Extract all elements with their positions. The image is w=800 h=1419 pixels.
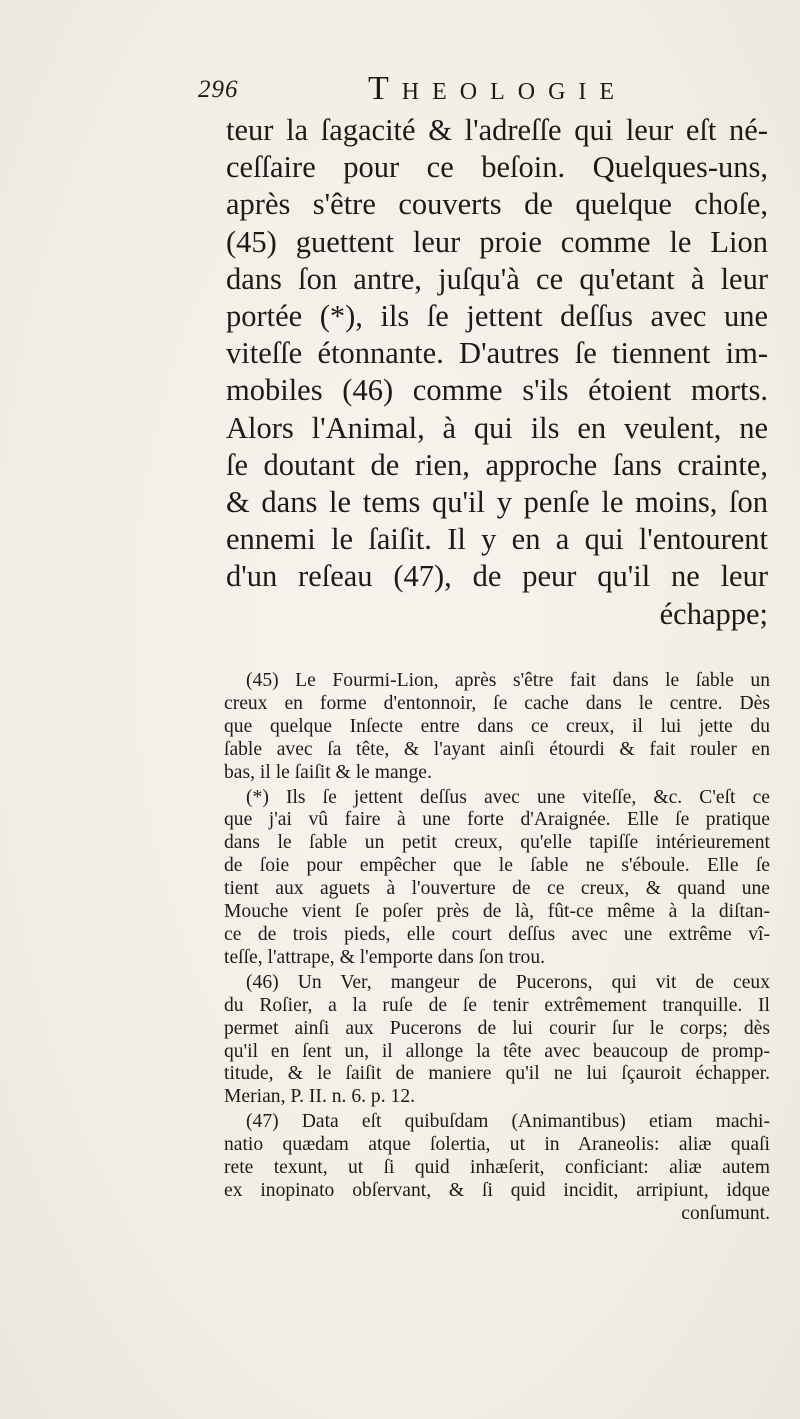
- main-text-line: mobiles (46) comme s'ils étoient morts.: [226, 373, 768, 408]
- page-number: 296: [198, 76, 239, 103]
- footnotes: [224, 670, 770, 1226]
- footnote-45: [224, 670, 770, 785]
- main-text-line: échappe;: [659, 596, 768, 631]
- main-text-line: viteſſe étonnante. D'autres ſe tiennent im-: [226, 336, 768, 371]
- main-text-line: ſe doutant de rien, approche ſans crainte,: [226, 447, 768, 482]
- main-text-line: ennemi le ſaiſit. Il y en a qui l'entourent: [226, 522, 768, 557]
- footnote-line: creux en forme d'entonnoir, ſe cache dans le centre. Dès: [224, 692, 770, 714]
- footnote-line: (*) Ils ſe jettent deſſus avec une viteſſe, &c. C'eſt ce: [246, 786, 770, 808]
- footnote-line: permet ainſi aux Pucerons de lui courir ſur le corps; dès: [224, 1017, 770, 1039]
- footnote-line: teſſe, l'attrape, & l'emporte dans ſon trou.: [224, 946, 546, 968]
- footnote-line: Mouche vient ſe poſer près de là, fût-ce même à la diſtan-: [224, 901, 770, 923]
- main-text-line: & dans le tems qu'il y penſe le moins, ſon: [226, 485, 768, 520]
- footnote-46: [224, 972, 770, 1109]
- footnote-asterisk: [224, 787, 770, 970]
- main-text-line: d'un reſeau (47), de peur qu'il ne leur: [226, 559, 768, 594]
- footnote-line: rete texunt, ut ſi quid inhæſerit, conficiant: aliæ autem: [224, 1157, 770, 1179]
- main-text-line: ceſſaire pour ce beſoin. Quelques-uns,: [226, 150, 768, 185]
- footnote-line: conſumunt.: [681, 1202, 770, 1224]
- footnote-line: bas, il le ſaiſit & le mange.: [224, 761, 432, 783]
- footnote-line: ſable avec ſa tête, & l'ayant ainſi étourdi & fait rouler en: [224, 738, 770, 760]
- main-text-line: après s'être couverts de quelque choſe,: [226, 187, 768, 222]
- main-text: [226, 112, 768, 633]
- footnote-line: (47) Data eſt quibuſdam (Animantibus) etiam machi-: [246, 1111, 770, 1133]
- footnote-line: (45) Le Fourmi-Lion, après s'être fait dans le ſable un: [246, 670, 770, 691]
- main-text-line: (45) guettent leur proie comme le Lion: [226, 224, 768, 259]
- main-text-line: Alors l'Animal, à qui ils en veulent, ne: [226, 410, 768, 445]
- footnote-line: ex inopinato obſervant, & ſi quid incidit, arripiunt, idque: [224, 1179, 770, 1201]
- footnote-47: [224, 1111, 770, 1226]
- footnote-line: ce de trois pieds, elle court deſſus avec une extrême vî-: [224, 923, 770, 945]
- footnote-line: que j'ai vû faire à une forte d'Araignée. Elle ſe pratique: [224, 809, 770, 831]
- footnote-line: du Roſier, a la ruſe de ſe tenir extrêmement tranquille. Il: [224, 994, 770, 1016]
- footnote-line: natio quædam atque ſolertia, ut in Araneolis: aliæ quaſi: [224, 1134, 770, 1156]
- footnote-line: (46) Un Ver, mangeur de Pucerons, qui vit de ceux: [246, 971, 770, 993]
- running-head: [198, 70, 758, 110]
- main-text-line: dans ſon antre, juſqu'à ce qu'etant à leur: [226, 261, 768, 296]
- footnote-line: Merian, P. II. n. 6. p. 12.: [224, 1086, 416, 1108]
- footnote-line: qu'il en ſent un, il allonge la tête avec beaucoup de promp-: [224, 1040, 770, 1062]
- main-text-line: portée (*), ils ſe jettent deſſus avec une: [226, 299, 768, 334]
- footnote-line: dans le ſable un petit creux, qu'elle tapiſſe intérieurement: [224, 832, 770, 854]
- footnote-line: que quelque Inſecte entre dans ce creux, il lui jette du: [224, 715, 770, 737]
- running-title: Theologie: [368, 70, 628, 107]
- main-text-line: teur la ſagacité & l'adreſſe qui leur eſt né-: [226, 113, 768, 147]
- footnote-line: de ſoie pour empêcher que le ſable ne s'éboule. Elle ſe: [224, 855, 770, 877]
- footnote-line: tient aux aguets à l'ouverture de ce creux, & quand une: [224, 878, 770, 900]
- footnote-line: titude, & le ſaiſit de maniere qu'il ne lui ſçauroit échapper.: [224, 1063, 770, 1085]
